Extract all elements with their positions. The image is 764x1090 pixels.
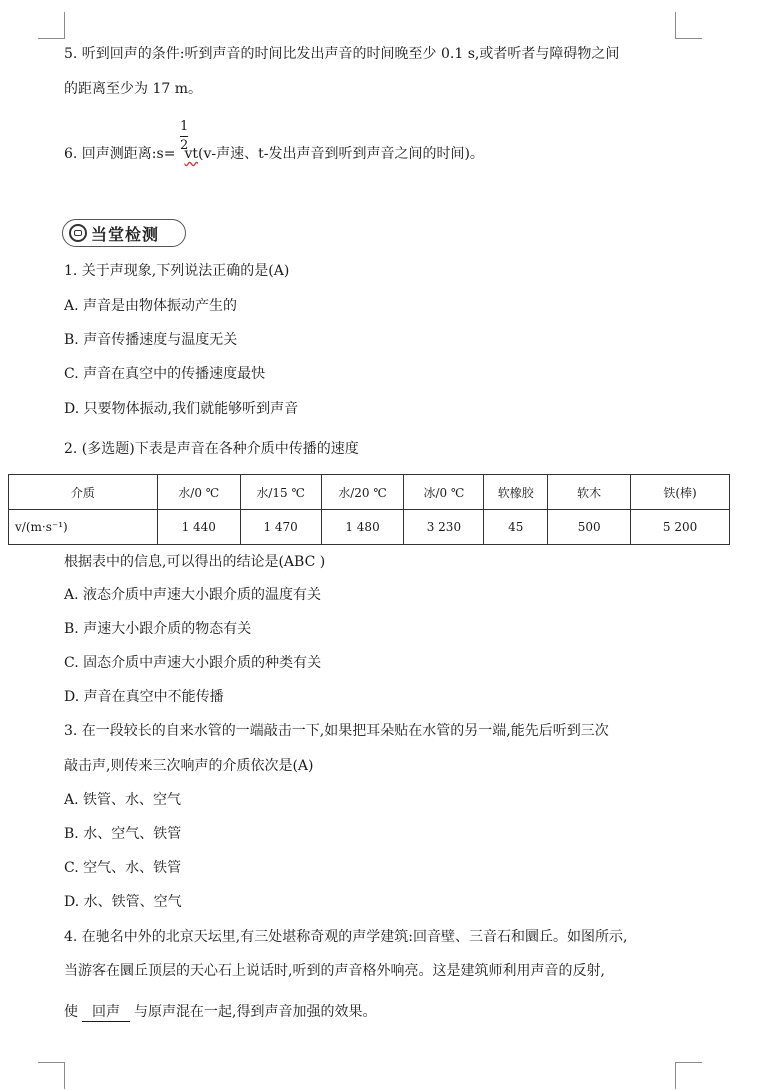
section-badge: [62, 219, 186, 247]
question-3-option-b: B. 水、空气、铁管: [64, 826, 182, 842]
question-1-option-b: B. 声音传播速度与温度无关: [64, 332, 238, 348]
question-2-after-table: 根据表中的信息,可以得出的结论是(ABC ): [64, 554, 326, 570]
sound-speed-table: [8, 474, 730, 545]
table-header-cell: 水/20 ℃: [321, 475, 404, 510]
question-1-stem: 1. 关于声现象,下列说法正确的是(A): [64, 263, 290, 279]
point-5-line-1: 5. 听到回声的条件:听到声音的时间比发出声音的时间晚至少 0.1 s,或者听者与障碍物之间: [64, 46, 620, 62]
point-5-line-2: 的距离至少为 17 m。: [64, 81, 202, 97]
answer-blank: 回声: [82, 1003, 130, 1022]
point-6-suffix: (v-声速、t-发出声音到听到声音之间的时间)。: [198, 146, 484, 162]
question-3-stem-line-1: 3. 在一段较长的自来水管的一端敲击一下,如果把耳朵贴在水管的另一端,能先后听到三次: [64, 723, 609, 739]
table-header-cell: 介质: [9, 475, 158, 510]
section-badge-label: 当堂检测: [91, 224, 160, 244]
question-1-option-c: C. 声音在真空中的传播速度最快: [64, 366, 266, 382]
table-header-cell: 冰/0 ℃: [404, 475, 484, 510]
question-1-option-d: D. 只要物体振动,我们就能够听到声音: [64, 401, 299, 417]
question-3-option-d: D. 水、铁管、空气: [64, 894, 182, 910]
question-3-stem-line-2: 敲击声,则传来三次响声的介质依次是(A): [64, 758, 314, 774]
table-header-cell: 铁(棒): [631, 475, 730, 510]
table-header-cell: 水/0 ℃: [157, 475, 240, 510]
crop-mark-top-right: [675, 12, 702, 39]
table-cell: 1 470: [240, 510, 321, 545]
table-row: [9, 510, 730, 545]
table-header-cell: 软木: [548, 475, 631, 510]
question-3-option-a: A. 铁管、水、空气: [64, 792, 182, 808]
fraction-denominator: 2: [180, 138, 189, 153]
question-2-option-b: B. 声速大小跟介质的物态有关: [64, 621, 252, 637]
formula-vt: vt: [184, 146, 198, 162]
table-cell: 1 480: [321, 510, 404, 545]
question-3-option-c: C. 空气、水、铁管: [64, 860, 182, 876]
fraction-numerator: 1: [180, 119, 189, 134]
question-4-line-3-suffix: 与原声混在一起,得到声音加强的效果。: [134, 1004, 377, 1020]
question-1-option-a: A. 声音是由物体振动产生的: [64, 298, 238, 314]
table-cell: 45: [484, 510, 548, 545]
table-cell: 5 200: [631, 510, 730, 545]
table-cell: 500: [548, 510, 631, 545]
question-4-line-3: [64, 1003, 376, 1022]
question-2-option-d: D. 声音在真空中不能传播: [64, 689, 224, 705]
table-header-cell: 水/15 ℃: [240, 475, 321, 510]
crop-mark-top-left: [38, 12, 65, 39]
question-4-line-1: 4. 在驰名中外的北京天坛里,有三处堪称奇观的声学建筑:回音壁、三音石和圜丘。如图所示,: [64, 929, 628, 945]
point-6-line: [64, 145, 484, 163]
crop-mark-bottom-right: [675, 1062, 702, 1089]
point-6-prefix: 6. 回声测距离:s=: [64, 146, 176, 162]
table-cell: v/(m·s⁻¹): [9, 510, 158, 545]
ear-icon: [69, 224, 87, 242]
table-header-row: [9, 475, 730, 510]
table-cell: 3 230: [404, 510, 484, 545]
question-2-option-c: C. 固态介质中声速大小跟介质的种类有关: [64, 655, 322, 671]
crop-mark-bottom-left: [38, 1062, 65, 1089]
question-4-line-2: 当游客在圜丘顶层的天心石上说话时,听到的声音格外响亮。这是建筑师利用声音的反射,: [64, 963, 605, 979]
question-4-line-3-prefix: 使: [64, 1004, 78, 1020]
question-2-option-a: A. 液态介质中声速大小跟介质的温度有关: [64, 587, 322, 603]
table-cell: 1 440: [157, 510, 240, 545]
question-2-stem: 2. (多选题)下表是声音在各种介质中传播的速度: [64, 441, 359, 457]
table-header-cell: 软橡胶: [484, 475, 548, 510]
fraction-bar: [180, 136, 188, 137]
